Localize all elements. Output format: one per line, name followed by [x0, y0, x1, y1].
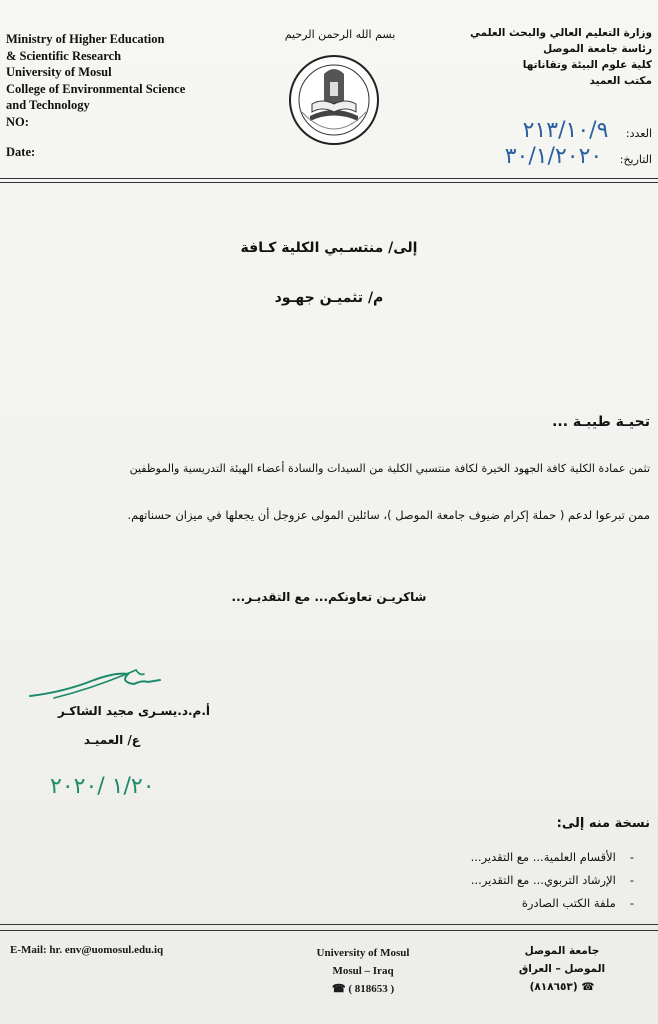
footer-address-en	[298, 944, 428, 998]
phone-icon: ☎	[331, 983, 346, 995]
footer-city-en: Mosul – Iraq	[332, 965, 394, 977]
header-english	[6, 31, 236, 130]
footer-uni-en: University of Mosul	[316, 947, 410, 959]
phone-icon: ☎	[581, 981, 595, 993]
handwritten-date: ١/٢٠ /٢٠٢٠	[50, 774, 155, 799]
header-ar-line: كلية علوم البيئة وتقاناتها	[522, 59, 652, 71]
subject-line: م/ تثميـن جهـود	[274, 290, 384, 306]
header-date-row	[442, 144, 652, 169]
signature	[24, 662, 164, 704]
header-ar-line: رئاسة جامعة الموصل	[543, 43, 652, 55]
footer-uni-ar: جامعة الموصل	[524, 945, 600, 957]
copies-item: -ملفة الكتب الصادرة	[521, 896, 634, 910]
footer-phone-row	[298, 980, 428, 998]
paragraph-1: تثمن عمادة الكلية كافة الجهود الخيرة لكافة منتسبي الكلية من السيدات والسادة أعضاء الهيئة التدريسية والموظفين	[129, 462, 650, 475]
closing-thanks: شاكريـن تعاونكم... مع التقديـر...	[231, 590, 427, 604]
footer-phone-ar: (٨١٨٦٥٣)	[529, 981, 578, 993]
university-logo	[288, 54, 380, 146]
header-en-line: & Scientific Research	[6, 48, 122, 63]
footer-email: E-Mail: hr. env@uomosul.edu.iq	[10, 944, 164, 956]
footer-rule-bottom	[0, 930, 658, 931]
copies-title: نسخة منه إلى:	[556, 816, 650, 831]
footer-address-ar	[502, 942, 622, 996]
header-no-label: NO:	[6, 114, 29, 129]
footer-phone-en: ( 818653 )	[348, 983, 395, 995]
copies-item: -الإرشاد التربوي... مع التقدير...	[470, 873, 634, 887]
number-label: العدد:	[625, 127, 652, 140]
paragraph-2: ممن تبرعوا لدعم ( حملة إكرام ضيوف جامعة الموصل )، سائلين المولى عزوجل أن يجعلها في ميزان حسناتهم.	[127, 508, 650, 522]
header-en-line: and Technology	[6, 98, 90, 112]
basmala: بسم الله الرحمن الرحيم	[284, 28, 396, 41]
header-arabic	[432, 25, 652, 89]
date-ar-label: التاريخ:	[619, 153, 652, 166]
header-rule-bottom	[0, 182, 658, 183]
header-en-line: College of Environmental Science	[6, 81, 186, 96]
recipient-line: إلى/ منتسـبي الكلية كـافة	[240, 240, 418, 256]
header-en-line: Ministry of Higher Education	[6, 32, 165, 46]
greeting: تحيـة طيبـة ...	[552, 414, 650, 430]
number-value: ٢١٣/١٠/٩	[522, 118, 609, 143]
date-value: ٣٠/١/٢٠٢٠	[504, 144, 603, 169]
header-ar-line: مكتب العميد	[589, 75, 652, 87]
footer-city-ar: الموصل – العراق	[518, 963, 606, 975]
header-number-row	[442, 118, 652, 143]
header-date-label: Date:	[6, 145, 36, 159]
copies-item: -الأقسام العلمية... مع التقدير...	[470, 850, 634, 864]
signatory-title: ع/ العميـد	[83, 733, 140, 747]
footer-phone-row-ar	[502, 978, 622, 996]
header-ar-line: وزارة التعليم العالي والبحث العلمي	[469, 27, 652, 39]
copies-list	[334, 846, 634, 915]
signatory-name: أ.م.د.يسـرى مجيد الشاكـر	[57, 704, 210, 718]
header-en-line: University of Mosul	[6, 65, 112, 79]
header-rule-top	[0, 178, 658, 179]
footer-rule-top	[0, 924, 658, 925]
